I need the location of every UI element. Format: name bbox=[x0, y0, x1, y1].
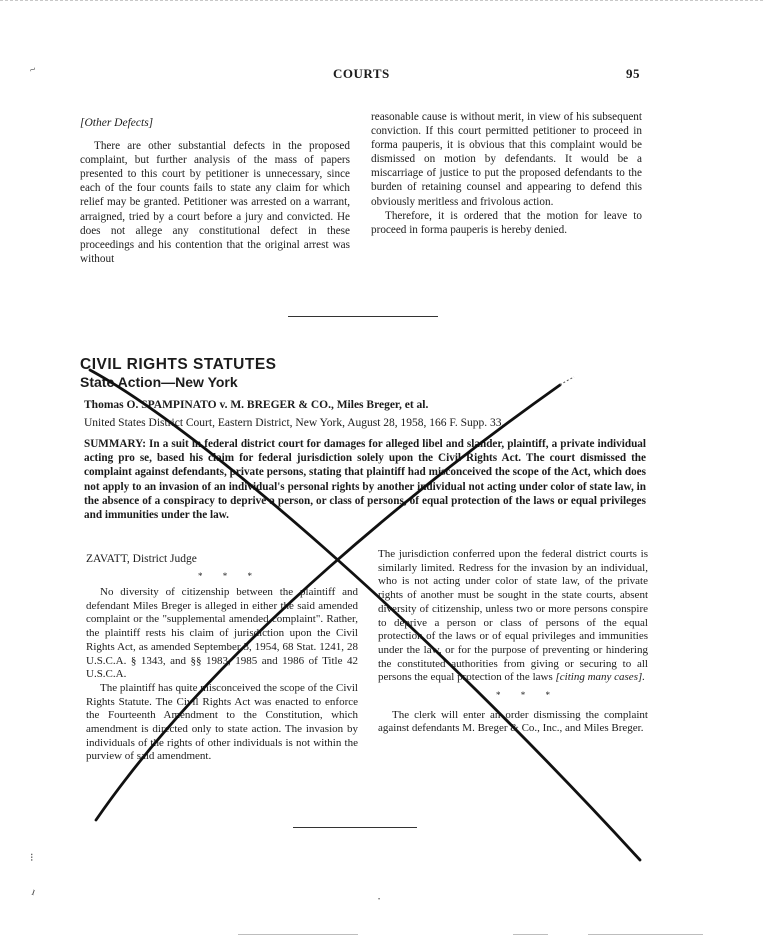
opinion-right-paragraph-1 bbox=[378, 548, 648, 685]
case-summary bbox=[84, 437, 646, 522]
page-number: 95 bbox=[626, 66, 640, 81]
stray-dot-icon: • bbox=[378, 897, 381, 903]
opinion-right-paragraph-2: The clerk will enter an order dismissing the complaint against defendants M. Breger & Co., Inc., and Miles Breger. bbox=[378, 708, 648, 735]
margin-tick-icon: ı bbox=[30, 885, 38, 899]
bottom-scan-edge-2 bbox=[513, 934, 548, 935]
summary-label: SUMMARY: bbox=[84, 438, 146, 450]
top-scan-edge bbox=[0, 0, 763, 1]
opinion-right-text-1: The jurisdiction conferred upon the federal district courts is similarly limited. Redress for the invasion by an individual, who is not acting under color of state law, of the private rights of another must be sought in the state courts, absent diversity of citizenship, unless two or more persons conspire to deprive a person or class of persons of the equal protection of the laws or of equal privileges and immunities under the law, or for the purpose of preventing or hindering the constituted authorities from giving or securing to all persons the equal protection of the laws bbox=[378, 548, 648, 684]
section-title: CIVIL RIGHTS STATUTES bbox=[80, 356, 277, 373]
case-name: Thomas O. SPAMPINATO v. M. BREGER & CO., Miles Breger, et al. bbox=[84, 399, 429, 411]
opinion-left-paragraph-2: The plaintiff has quite misconceived the scope of the Civil Rights Statute. The Civil Rights Act was enacted to enforce the Fourteenth Amendment to the Constitution, which amendment is directed only to state action. The invasion by individuals of the rights of other individuals is not within the purview of said amendment. bbox=[86, 681, 358, 763]
top-left-paragraph: There are other substantial defects in the proposed complaint, but further analysis of the mass of papers presented to this court by petitioner is unnecessary, since each of the four counts fails to state any claim for which relief may be granted. Petitioner was arrested on a warrant, arraigned, tried by a court before a jury and convicted. He does not allege any constitutional defect in these proceedings and his contention that the original arrest was without bbox=[80, 140, 350, 265]
opinion-left-column bbox=[86, 586, 358, 764]
margin-mark-icon: ~ bbox=[27, 63, 39, 77]
section-divider-top bbox=[288, 316, 438, 317]
margin-dot-icon: ⁝ bbox=[30, 852, 34, 864]
opinion-break-stars: * * * bbox=[496, 690, 559, 701]
section-break-stars: * * * bbox=[198, 571, 261, 581]
bottom-scan-edge-3 bbox=[588, 934, 703, 935]
judge-name: ZAVATT, District Judge bbox=[86, 553, 197, 565]
section-subtitle: State Action—New York bbox=[80, 374, 238, 390]
section-divider-bottom bbox=[293, 827, 417, 828]
citing-note: [citing many cases]. bbox=[555, 671, 645, 684]
top-right-paragraph-1: reasonable cause is without merit, in view of his subsequent conviction. If this court permitted petitioner to proceed in forma pauperis, it is obvious that this complaint would be dismissed on motion by defendants. It would be a miscarriage of justice to put the proposed defendants to the burden of retaining counsel and appearing to defend this obviously meritless and frivolous action. bbox=[371, 111, 642, 208]
top-right-paragraph-2: Therefore, it is ordered that the motion for leave to proceed in forma pauperis is hereby denied. bbox=[371, 209, 642, 236]
top-right-column bbox=[371, 110, 642, 237]
court-citation: United States District Court, Eastern District, New York, August 28, 1958, 166 F. Supp. 33. bbox=[84, 417, 505, 429]
summary-text: In a suit in federal district court for damages for alleged libel and slander, plaintiff, a private individual acting pro se, based his claim for federal jurisdiction solely upon the Civil Rights Act. The court dismissed the complaint against defendants, private persons, stating that plaintiff had misconceived the scope of the Act, which does not apply to an invasion of an individual's personal rights by another individual not acting under color of state law, in the absence of a conspiracy to deprive a person, or class of persons, of equal protection of the laws or equal privileges and immunities under the law. bbox=[84, 438, 647, 522]
other-defects-subhead: [Other Defects] bbox=[80, 117, 154, 129]
running-title: COURTS bbox=[333, 66, 390, 81]
top-left-column bbox=[80, 116, 350, 266]
opinion-right-column bbox=[378, 548, 648, 736]
bottom-scan-edge-1 bbox=[238, 934, 358, 935]
opinion-left-paragraph-1: No diversity of citizenship between the plaintiff and defendant Miles Breger is alleged in either the said amended complaint or the "supplemental amended complaint". Rather, the plaintiff rests his claim of jurisdiction upon the Civil Rights Act, as amended September 3, 1954, 68 Stat. 1241, 28 U.S.C.A. § 1343, and §§ 1983, 1985 and 1986 of Title 42 U.S.C.A. bbox=[86, 586, 358, 681]
x-stroke-tail bbox=[560, 377, 574, 385]
